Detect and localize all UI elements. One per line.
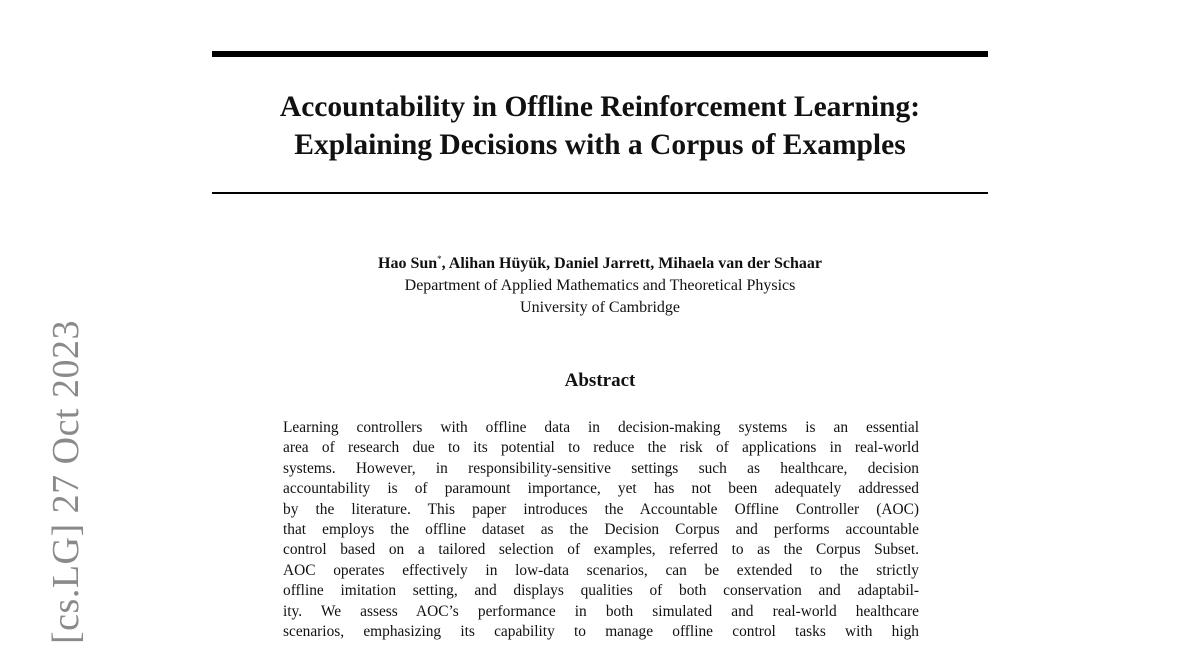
author-list <box>212 248 988 275</box>
abstract-line: ity. We assess AOC’s performance in both simulated and real-world healthcare <box>283 602 919 620</box>
author-department: Department of Applied Mathematics and Theoretical Physics <box>404 277 796 294</box>
footnote-mark: * <box>437 254 442 264</box>
abstract-line: systems. However, in responsibility-sensitive settings such as healthcare, decision <box>283 459 919 477</box>
abstract-line: AOC operates effectively in low-data scenarios, can be extended to the strictly <box>283 561 919 579</box>
abstract-line: offline imitation setting, and displays qualities of both conservation and adaptabil- <box>283 582 919 600</box>
title-line-1: Accountability in Offline Reinforcement Learning: <box>279 91 921 123</box>
abstract-line: area of research due to its potential to reduce the risk of applications in real-world <box>283 439 919 457</box>
paper-title <box>212 88 988 164</box>
abstract-line: control based on a tailored selection of examples, referred to as the Corpus Subset. <box>283 541 919 559</box>
top-rule <box>212 51 988 57</box>
author-first: Hao Sun <box>378 255 438 272</box>
abstract-heading: Abstract <box>564 370 636 391</box>
abstract-line: scenarios, emphasizing its capability to manage offline control tasks with high <box>283 623 919 641</box>
abstract-body <box>283 418 919 642</box>
abstract-line: accountability is of paramount importance, yet has not been adequately addressed <box>283 480 919 498</box>
title-bottom-rule <box>212 192 988 194</box>
abstract-line: by the literature. This paper introduces the Accountable Offline Controller (AOC) <box>283 500 919 518</box>
title-line-2: Explaining Decisions with a Corpus of Examples <box>294 129 906 161</box>
abstract-line: Learning controllers with offline data in decision-making systems is an essential <box>283 419 919 436</box>
author-block <box>212 248 988 319</box>
abstract-line: that employs the offline dataset as the Decision Corpus and performs accountable <box>283 521 919 539</box>
author-university: University of Cambridge <box>520 299 680 316</box>
author-rest: , Alihan Hüyük, Daniel Jarrett, Mihaela van der Schaar <box>441 255 822 272</box>
arxiv-stamp-text: [cs.LG] 27 Oct 2023 <box>45 320 87 644</box>
